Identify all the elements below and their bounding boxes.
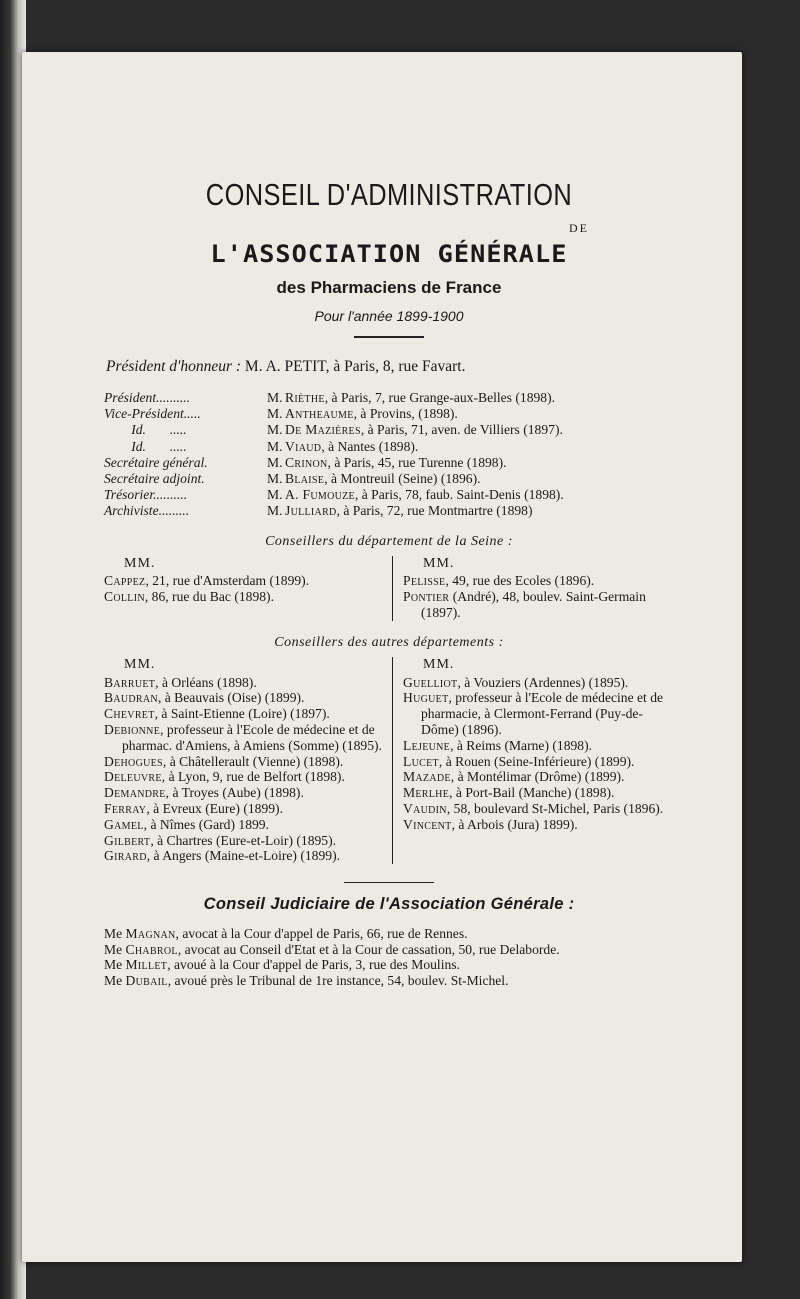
member-details: , à Evreux (Eure) (1899). bbox=[146, 800, 283, 816]
list-item bbox=[104, 675, 386, 691]
mm-label: MM. bbox=[423, 656, 455, 672]
member-details: , à Nîmes (Gard) 1899. bbox=[143, 816, 269, 832]
member-details: (André), 48, boulev. Saint-Germain (1897). bbox=[421, 589, 646, 621]
lawyer-details: , avocat au Conseil d'Etat et à la Cour de cassation, 50, rue Delaborde. bbox=[177, 941, 560, 957]
officer-row bbox=[104, 390, 674, 406]
title-divider bbox=[354, 336, 424, 338]
seine-right-column bbox=[392, 556, 674, 621]
officer-title: M. bbox=[267, 406, 283, 422]
member-name: Cappez bbox=[104, 573, 146, 589]
officer-title: M. bbox=[267, 390, 283, 405]
officer-row bbox=[104, 487, 674, 503]
list-item bbox=[403, 738, 674, 754]
officer-details: , à Paris, 71, aven. de Villiers (1897). bbox=[360, 422, 563, 438]
officer-entry bbox=[285, 455, 674, 471]
officer-title: M. bbox=[267, 422, 283, 438]
officer-name: Blaise bbox=[285, 471, 325, 487]
member-details: , à Lyon, 9, rue de Belfort (1898). bbox=[161, 769, 345, 785]
page-content bbox=[104, 177, 674, 989]
lawyer-details: , avoué près le Tribunal de 1re instance, 54, boulev. St-Michel. bbox=[167, 972, 509, 988]
officer-details: , à Paris, 45, rue Turenne (1898). bbox=[327, 454, 507, 470]
judiciaire-list bbox=[104, 926, 674, 988]
member-details: , à Châtellerault (Vienne) (1898). bbox=[162, 753, 344, 769]
list-item bbox=[104, 589, 386, 605]
officer-role: Trésorier.......... bbox=[104, 487, 188, 503]
member-details: , à Saint-Etienne (Loire) (1897). bbox=[154, 706, 330, 722]
list-item bbox=[104, 942, 674, 958]
officer-entry bbox=[285, 390, 674, 406]
officer-details: , à Provins, (1898). bbox=[353, 406, 458, 422]
officer-row bbox=[104, 422, 674, 438]
page-title: CONSEIL D'ADMINISTRATION bbox=[205, 177, 573, 212]
lawyer-name: Millet bbox=[125, 957, 168, 973]
member-name: Vincent bbox=[403, 816, 452, 832]
lawyer-name: Dubail bbox=[125, 972, 168, 988]
list-item bbox=[104, 957, 674, 973]
member-details: , à Reims (Marne) (1898). bbox=[450, 737, 593, 753]
member-details: , à Montélimar (Drôme) (1899). bbox=[450, 769, 625, 785]
member-details: , à Troyes (Aube) (1898). bbox=[165, 785, 304, 801]
officers-list bbox=[104, 390, 674, 520]
member-details: , professeur à l'Ecole de médecine et de pharmac. d'Amiens, à Amiens (Somme) (1895). bbox=[122, 722, 382, 753]
autres-columns bbox=[104, 657, 674, 864]
officer-title: M. bbox=[267, 438, 283, 454]
member-name: Gilbert bbox=[104, 832, 151, 848]
seine-left-column bbox=[104, 556, 392, 621]
list-item bbox=[104, 973, 674, 989]
lawyer-details: , avoué à la Cour d'appel de Paris, 3, rue des Moulins. bbox=[167, 957, 460, 973]
officer-name: Viaud bbox=[285, 438, 322, 454]
list-item bbox=[104, 926, 674, 942]
officer-details: , à Paris, 7, rue Grange-aux-Belles (1898). bbox=[324, 390, 556, 405]
list-item bbox=[104, 706, 386, 722]
member-name: Barruet bbox=[104, 674, 156, 690]
association-subtitle: des Pharmaciens de France bbox=[276, 278, 502, 297]
officer-entry bbox=[285, 503, 674, 519]
officer-entry bbox=[285, 471, 674, 487]
lawyer-prefix: Me bbox=[104, 926, 123, 942]
member-details: , à Vouziers (Ardennes) (1895). bbox=[457, 674, 629, 690]
lawyer-name: Magnan bbox=[125, 926, 176, 942]
title-connector: DE bbox=[569, 221, 589, 235]
member-details: , 21, rue d'Amsterdam (1899). bbox=[145, 573, 310, 589]
list-item bbox=[403, 801, 674, 817]
mm-label: MM. bbox=[124, 656, 156, 672]
officer-name: Crinon bbox=[285, 454, 328, 470]
list-item bbox=[403, 690, 674, 737]
member-details: , 86, rue du Bac (1898). bbox=[144, 589, 274, 605]
member-details: , à Arbois (Jura) 1899). bbox=[451, 816, 578, 832]
list-item bbox=[104, 817, 386, 833]
member-details: , 58, boulevard St-Michel, Paris (1896). bbox=[446, 800, 664, 816]
list-item bbox=[104, 801, 386, 817]
member-name: Debionne bbox=[104, 722, 161, 737]
association-name: L'ASSOCIATION GÉNÉRALE bbox=[210, 240, 568, 268]
list-item bbox=[104, 690, 386, 706]
member-name: Chevret bbox=[104, 706, 155, 722]
list-item bbox=[403, 769, 674, 785]
officer-name: Julliard bbox=[285, 503, 337, 519]
officer-entry bbox=[285, 406, 674, 422]
list-item bbox=[403, 675, 674, 691]
officer-role: Id. ..... bbox=[104, 422, 187, 438]
list-item bbox=[104, 722, 386, 754]
officer-role: Secrétaire adjoint. bbox=[104, 471, 205, 487]
member-name: Ferray bbox=[104, 800, 147, 816]
member-name: Lucet bbox=[403, 753, 439, 769]
member-name: Girard bbox=[104, 848, 147, 864]
list-item bbox=[403, 785, 674, 801]
member-name: Baudran bbox=[104, 690, 158, 706]
autres-left-column bbox=[104, 657, 392, 864]
officer-title: M. bbox=[267, 454, 283, 470]
judiciaire-heading: Conseil Judiciaire de l'Association Générale : bbox=[203, 895, 575, 914]
mm-label: MM. bbox=[423, 555, 455, 571]
officer-role: Id. ..... bbox=[104, 438, 187, 454]
officer-role: Président.......... bbox=[104, 390, 191, 405]
officer-name: A. Fumouze bbox=[285, 487, 355, 503]
member-details: , à Port-Bail (Manche) (1898). bbox=[449, 785, 615, 801]
member-name: Gamel bbox=[104, 816, 144, 832]
officer-row bbox=[104, 406, 674, 422]
list-item bbox=[104, 769, 386, 785]
list-item bbox=[403, 817, 674, 833]
officer-row bbox=[104, 439, 674, 455]
section-divider bbox=[344, 882, 434, 883]
member-name: Mazade bbox=[403, 769, 451, 785]
officer-details: , à Nantes (1898). bbox=[321, 438, 419, 454]
officer-entry bbox=[285, 439, 674, 455]
book-page bbox=[22, 52, 742, 1262]
list-item bbox=[403, 589, 674, 621]
lawyer-name: Chabrol bbox=[125, 941, 178, 957]
lawyer-details: , avocat à la Cour d'appel de Paris, 66, rue de Rennes. bbox=[175, 926, 468, 942]
member-details: , à Angers (Maine-et-Loire) (1899). bbox=[146, 848, 340, 864]
member-details: , à Rouen (Seine-Inférieure) (1899). bbox=[438, 753, 635, 769]
officer-details: , à Paris, 72, rue Montmartre (1898) bbox=[336, 503, 533, 519]
honorary-president bbox=[104, 358, 674, 376]
lawyer-prefix: Me bbox=[104, 957, 123, 973]
member-details: , à Beauvais (Oise) (1899). bbox=[157, 690, 305, 706]
officer-role: Secrétaire général. bbox=[104, 454, 208, 470]
officer-role: Vice-Président..... bbox=[104, 406, 201, 422]
officer-name: Antheaume bbox=[285, 406, 354, 422]
officer-details: , à Paris, 78, faub. Saint-Denis (1898). bbox=[354, 487, 564, 503]
member-name: Demandre bbox=[104, 785, 166, 801]
officer-row bbox=[104, 471, 674, 487]
officer-title: M. bbox=[267, 471, 283, 487]
member-name: Vaudin bbox=[403, 800, 447, 816]
list-item bbox=[104, 754, 386, 770]
officer-row bbox=[104, 503, 674, 519]
list-item bbox=[104, 785, 386, 801]
list-item bbox=[104, 573, 386, 589]
officer-role: Archiviste......... bbox=[104, 503, 190, 519]
year-line: Pour l'année 1899-1900 bbox=[314, 308, 464, 324]
member-name: Huguet bbox=[403, 690, 449, 706]
autres-heading: Conseillers des autres départements : bbox=[274, 634, 504, 650]
member-name: Deleuvre bbox=[104, 769, 162, 785]
list-item bbox=[104, 833, 386, 849]
honorary-value: M. A. PETIT, à Paris, 8, rue Favart. bbox=[244, 358, 466, 375]
officer-row bbox=[104, 455, 674, 471]
seine-columns bbox=[104, 556, 674, 621]
officer-title: M. bbox=[267, 487, 283, 503]
honorary-label: Président d'honneur : bbox=[106, 358, 242, 375]
mm-label: MM. bbox=[124, 555, 156, 571]
member-name: Merlhe bbox=[403, 785, 450, 801]
list-item bbox=[403, 573, 674, 589]
officer-name: De Mazières bbox=[285, 422, 361, 438]
officer-entry bbox=[285, 422, 674, 438]
seine-heading: Conseillers du département de la Seine : bbox=[265, 533, 513, 549]
member-name: Dehogues bbox=[104, 753, 163, 769]
member-name: Guelliot bbox=[403, 674, 458, 690]
member-details: , à Chartres (Eure-et-Loir) (1895). bbox=[150, 832, 337, 848]
member-details: , professeur à l'Ecole de médecine et de pharmacie, à Clermont-Ferrand (Puy-de-Dôme) (1896). bbox=[421, 690, 664, 737]
member-name: Collin bbox=[104, 589, 145, 605]
member-name: Pontier bbox=[403, 589, 450, 605]
autres-right-column bbox=[392, 657, 674, 864]
member-name: Lejeune bbox=[403, 737, 451, 753]
member-details: , 49, rue des Ecoles (1896). bbox=[445, 573, 595, 589]
officer-name: Rièthe bbox=[285, 390, 325, 405]
officer-title: M. bbox=[267, 503, 283, 519]
list-item bbox=[104, 848, 386, 864]
lawyer-prefix: Me bbox=[104, 941, 123, 957]
officer-details: , à Montreuil (Seine) (1896). bbox=[324, 471, 481, 487]
list-item bbox=[403, 754, 674, 770]
lawyer-prefix: Me bbox=[104, 972, 123, 988]
member-name: Pelisse bbox=[403, 573, 446, 589]
member-details: , à Orléans (1898). bbox=[155, 674, 257, 690]
officer-entry bbox=[285, 487, 674, 503]
